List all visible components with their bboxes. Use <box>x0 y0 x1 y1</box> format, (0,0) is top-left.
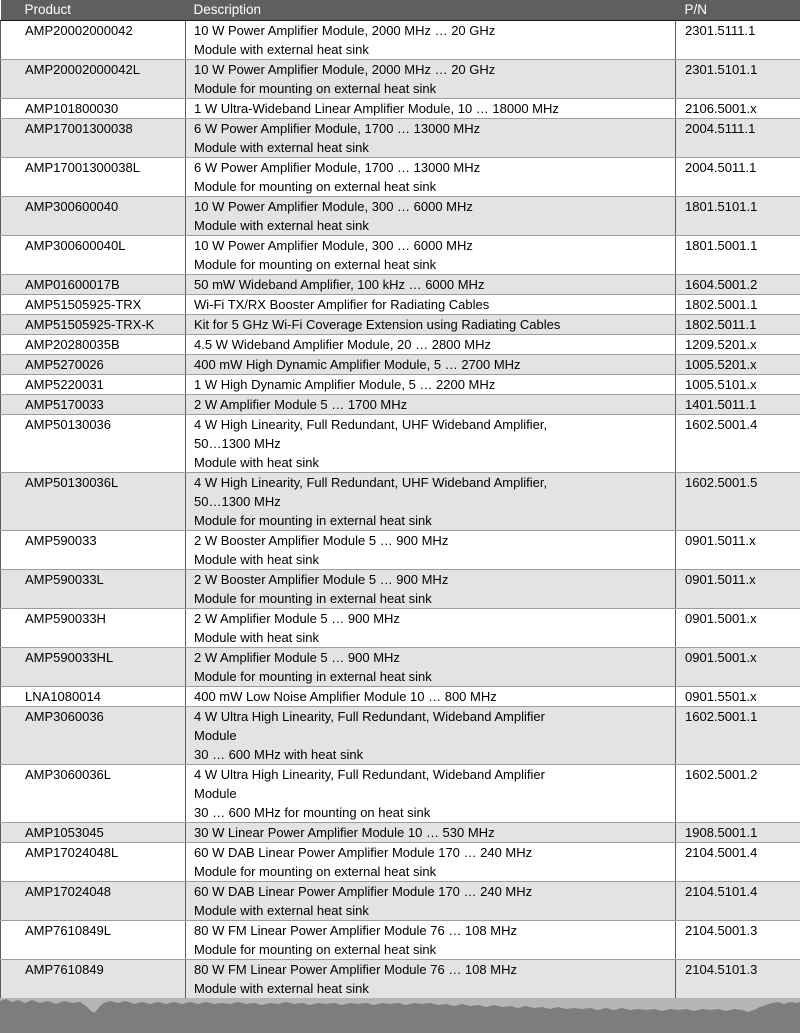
table-row <box>1 295 800 315</box>
description-line: Module with heat sink <box>194 455 320 470</box>
description-cell <box>186 375 676 395</box>
description-cell <box>186 335 676 355</box>
part-number-cell: 0901.5001.x <box>676 648 800 687</box>
part-number-cell: 2004.5011.1 <box>676 158 800 197</box>
description-line: Module for mounting on external heat sink <box>194 257 437 272</box>
table-row <box>1 473 800 531</box>
part-number-cell: 1801.5101.1 <box>676 197 800 236</box>
description-line: 2 W Amplifier Module 5 … 900 MHz <box>194 611 400 626</box>
description-cell <box>186 315 676 335</box>
table-row <box>1 531 800 570</box>
description-cell <box>186 355 676 375</box>
part-number-cell: 1801.5001.1 <box>676 236 800 275</box>
description-line: 2 W Booster Amplifier Module 5 … 900 MHz <box>194 533 449 548</box>
product-cell: AMP51505925-TRX-K <box>1 315 186 335</box>
product-cell: AMP590033H <box>1 609 186 648</box>
description-cell <box>186 415 676 473</box>
table-row <box>1 119 800 158</box>
part-number-cell: 2301.5111.1 <box>676 21 800 60</box>
table-row <box>1 158 800 197</box>
description-cell <box>186 395 676 415</box>
part-number-cell: 1602.5001.1 <box>676 707 800 765</box>
part-number-cell: 1005.5201.x <box>676 355 800 375</box>
part-number-cell: 2104.5001.3 <box>676 921 800 960</box>
description-line: Module for mounting on external heat sink <box>194 942 437 957</box>
part-number-cell: 0901.5011.x <box>676 531 800 570</box>
description-line: 4.5 W Wideband Amplifier Module, 20 … 2800 MHz <box>194 337 491 352</box>
description-cell <box>186 570 676 609</box>
description-cell <box>186 648 676 687</box>
table-row <box>1 570 800 609</box>
product-cell: AMP590033 <box>1 531 186 570</box>
description-line: 400 mW Low Noise Amplifier Module 10 … 800 MHz <box>194 689 497 704</box>
product-cell: AMP1053045 <box>1 823 186 843</box>
part-number-cell: 0901.5011.x <box>676 570 800 609</box>
description-cell <box>186 275 676 295</box>
table-row <box>1 960 800 999</box>
description-line: Module for mounting in external heat sink <box>194 513 432 528</box>
table-row <box>1 275 800 295</box>
description-cell <box>186 60 676 99</box>
part-number-cell: 1604.5001.2 <box>676 275 800 295</box>
table-row <box>1 921 800 960</box>
description-cell <box>186 99 676 119</box>
description-line: 50…1300 MHz <box>194 494 281 509</box>
table-row <box>1 60 800 99</box>
table-row <box>1 21 800 60</box>
table-row <box>1 99 800 119</box>
part-number-cell: 1908.5001.1 <box>676 823 800 843</box>
part-number-cell: 0901.5001.x <box>676 609 800 648</box>
column-header-description: Description <box>186 0 676 21</box>
part-number-cell: 2104.5101.3 <box>676 960 800 999</box>
product-cell: AMP7610849 <box>1 960 186 999</box>
part-number-cell: 2106.5001.x <box>676 99 800 119</box>
description-line: 1 W Ultra-Wideband Linear Amplifier Module, 10 … 18000 MHz <box>194 101 559 116</box>
description-cell <box>186 823 676 843</box>
description-line: 4 W High Linearity, Full Redundant, UHF Wideband Amplifier, <box>194 475 548 490</box>
description-line: Kit for 5 GHz Wi-Fi Coverage Extension using Radiating Cables <box>194 317 561 332</box>
description-line: 10 W Power Amplifier Module, 300 … 6000 MHz <box>194 199 473 214</box>
table-body <box>1 21 800 1019</box>
product-cell: AMP3060036 <box>1 707 186 765</box>
description-line: Module with external heat sink <box>194 981 369 996</box>
product-cell: AMP7610849L <box>1 921 186 960</box>
table-row <box>1 355 800 375</box>
description-line: Module <box>194 728 237 743</box>
table-row <box>1 609 800 648</box>
description-line: 400 mW High Dynamic Amplifier Module, 5 … 2700 MHz <box>194 357 521 372</box>
description-line: 6 W Power Amplifier Module, 1700 … 13000 MHz <box>194 121 481 136</box>
product-cell: AMP300600040 <box>1 197 186 236</box>
product-cell: AMP17024048 <box>1 882 186 921</box>
part-number-cell: 2104.5001.4 <box>676 843 800 882</box>
description-line: Module with external heat sink <box>194 218 369 233</box>
part-number-cell: 1602.5001.2 <box>676 765 800 823</box>
description-line: 50…1300 MHz <box>194 436 281 451</box>
torn-edge-graphic <box>0 998 800 1033</box>
column-header-pn: P/N <box>676 0 800 21</box>
product-cell: AMP50130036L <box>1 473 186 531</box>
description-line: 10 W Power Amplifier Module, 300 … 6000 MHz <box>194 238 473 253</box>
table-row <box>1 236 800 275</box>
product-cell: AMP590033L <box>1 570 186 609</box>
part-number-cell: 1802.5001.1 <box>676 295 800 315</box>
description-cell <box>186 197 676 236</box>
description-cell <box>186 295 676 315</box>
description-line: 80 W FM Linear Power Amplifier Module 76 … 108 MHz <box>194 923 517 938</box>
product-cell: AMP17024048L <box>1 843 186 882</box>
column-header-product: Product <box>1 0 186 21</box>
table-row <box>1 395 800 415</box>
part-number-cell: 2104.5101.4 <box>676 882 800 921</box>
part-number-cell: 1602.5001.5 <box>676 473 800 531</box>
table-row <box>1 823 800 843</box>
product-cell: AMP01600017B <box>1 275 186 295</box>
table-row <box>1 687 800 707</box>
product-cell: AMP51505925-TRX <box>1 295 186 315</box>
product-cell: AMP20002000042 <box>1 21 186 60</box>
product-cell: AMP20280035B <box>1 335 186 355</box>
table-row <box>1 843 800 882</box>
description-line: Module for mounting on external heat sink <box>194 864 437 879</box>
description-cell <box>186 960 676 999</box>
product-cell: AMP590033HL <box>1 648 186 687</box>
description-line: Module with external heat sink <box>194 42 369 57</box>
description-line: 4 W Ultra High Linearity, Full Redundant, Wideband Amplifier <box>194 709 545 724</box>
description-line: 30 … 600 MHz with heat sink <box>194 747 364 762</box>
table-row <box>1 335 800 355</box>
part-number-cell: 1401.5011.1 <box>676 395 800 415</box>
part-number-cell: 0901.5501.x <box>676 687 800 707</box>
description-cell <box>186 765 676 823</box>
description-line: 80 W FM Linear Power Amplifier Module 76 … 108 MHz <box>194 962 517 977</box>
part-number-cell: 1802.5011.1 <box>676 315 800 335</box>
description-line: 6 W Power Amplifier Module, 1700 … 13000 MHz <box>194 160 481 175</box>
product-cell: AMP50130036 <box>1 415 186 473</box>
product-cell: AMP20002000042L <box>1 60 186 99</box>
description-line: 4 W High Linearity, Full Redundant, UHF Wideband Amplifier, <box>194 417 548 432</box>
table-row <box>1 197 800 236</box>
description-line: Module <box>194 786 237 801</box>
description-cell <box>186 921 676 960</box>
description-line: Module for mounting in external heat sink <box>194 669 432 684</box>
product-cell: AMP5220031 <box>1 375 186 395</box>
description-line: 2 W Amplifier Module 5 … 1700 MHz <box>194 397 408 412</box>
table-row <box>1 648 800 687</box>
description-line: Module for mounting on external heat sink <box>194 81 437 96</box>
description-line: Wi-Fi TX/RX Booster Amplifier for Radiating Cables <box>194 297 490 312</box>
product-cell: AMP3060036L <box>1 765 186 823</box>
description-line: Module for mounting on external heat sink <box>194 179 437 194</box>
description-cell <box>186 119 676 158</box>
product-cell: AMP17001300038 <box>1 119 186 158</box>
description-cell <box>186 236 676 275</box>
description-cell <box>186 531 676 570</box>
product-cell: AMP101800030 <box>1 99 186 119</box>
product-cell: LNA1080014 <box>1 687 186 707</box>
description-line: Module with external heat sink <box>194 903 369 918</box>
description-line: Module with heat sink <box>194 552 320 567</box>
part-number-cell: 1005.5101.x <box>676 375 800 395</box>
product-cell: AMP5170033 <box>1 395 186 415</box>
description-line: Module with external heat sink <box>194 140 369 155</box>
torn-page-edge <box>0 998 800 1033</box>
description-cell <box>186 707 676 765</box>
part-number-cell: 2004.5111.1 <box>676 119 800 158</box>
description-line: 30 W Linear Power Amplifier Module 10 … 530 MHz <box>194 825 495 840</box>
description-line: 10 W Power Amplifier Module, 2000 MHz … 20 GHz <box>194 23 496 38</box>
product-cell: AMP5270026 <box>1 355 186 375</box>
description-cell <box>186 882 676 921</box>
description-cell <box>186 473 676 531</box>
part-number-cell: 1209.5201.x <box>676 335 800 355</box>
description-line: 4 W Ultra High Linearity, Full Redundant, Wideband Amplifier <box>194 767 545 782</box>
description-line: Module for mounting in external heat sink <box>194 591 432 606</box>
product-cell: AMP17001300038L <box>1 158 186 197</box>
table-header-row <box>1 0 800 21</box>
table-row <box>1 707 800 765</box>
description-cell <box>186 843 676 882</box>
description-line: 60 W DAB Linear Power Amplifier Module 170 … 240 MHz <box>194 884 533 899</box>
description-line: 2 W Amplifier Module 5 … 900 MHz <box>194 650 400 665</box>
description-line: 30 … 600 MHz for mounting on heat sink <box>194 805 431 820</box>
part-number-cell: 1602.5001.4 <box>676 415 800 473</box>
table-row <box>1 882 800 921</box>
description-line: 10 W Power Amplifier Module, 2000 MHz … 20 GHz <box>194 62 496 77</box>
description-line: 1 W High Dynamic Amplifier Module, 5 … 2200 MHz <box>194 377 496 392</box>
part-number-cell: 2301.5101.1 <box>676 60 800 99</box>
table-row <box>1 315 800 335</box>
description-cell <box>186 21 676 60</box>
description-line: 60 W DAB Linear Power Amplifier Module 170 … 240 MHz <box>194 845 533 860</box>
table-row <box>1 765 800 823</box>
description-cell <box>186 158 676 197</box>
description-line: 2 W Booster Amplifier Module 5 … 900 MHz <box>194 572 449 587</box>
table-row <box>1 415 800 473</box>
description-cell <box>186 609 676 648</box>
product-cell: AMP300600040L <box>1 236 186 275</box>
description-line: Module with heat sink <box>194 630 320 645</box>
description-line: 50 mW Wideband Amplifier, 100 kHz … 6000 MHz <box>194 277 485 292</box>
table-row <box>1 375 800 395</box>
description-cell <box>186 687 676 707</box>
